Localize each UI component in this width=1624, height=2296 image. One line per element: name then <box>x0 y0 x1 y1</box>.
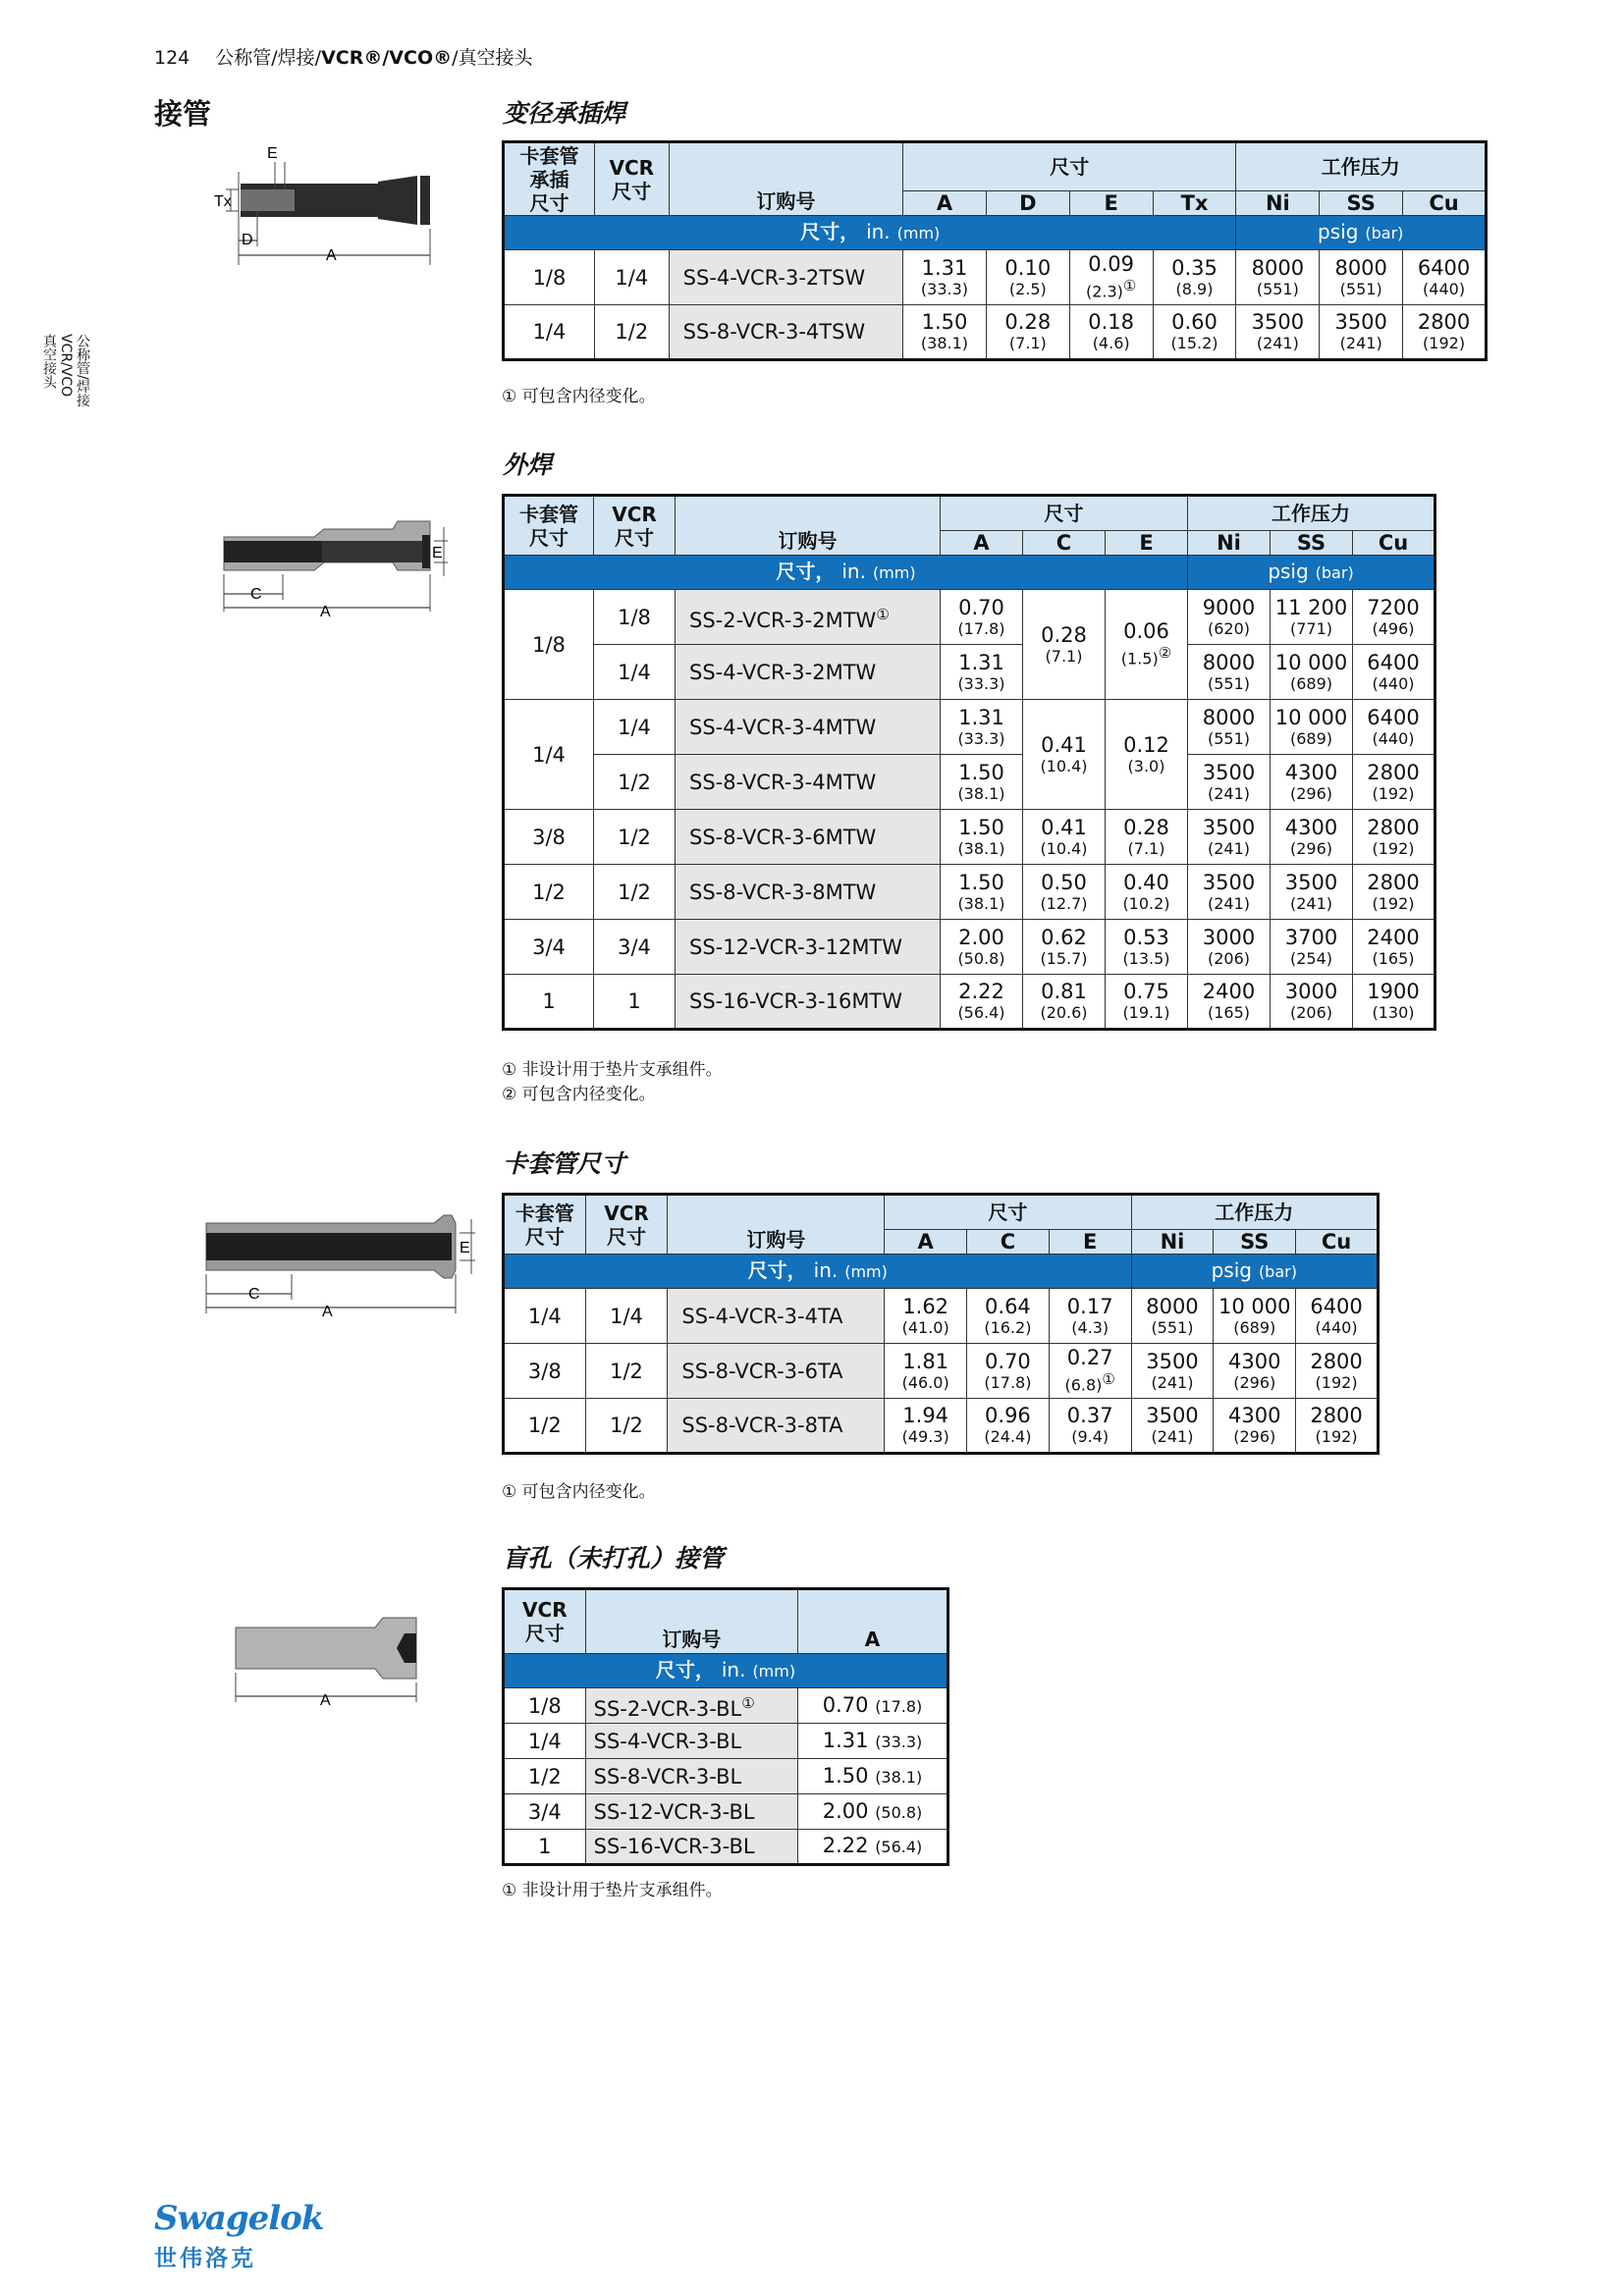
col-dimensions: 尺寸 <box>941 496 1188 531</box>
col-dimensions: 尺寸 <box>885 1195 1131 1230</box>
part-number: SS-8-VCR-3-4TSW <box>669 305 902 360</box>
footnote: ① 非设计用于垫片支承组件。 <box>502 1060 723 1080</box>
table-row: 1/4 1/2 SS-8-VCR-3-4TSW 1.50 (38.1) 0.28 (7.1) 0.18 (4.6) 0.60 (15.2) 3500 (241) 3500 (241) 2800 (192) <box>504 305 1487 360</box>
col-vcr-size: VCR 尺寸 <box>594 142 669 216</box>
label-E: E <box>460 1240 470 1256</box>
table-row: 3/4 SS-12-VCR-3-BL 2.00 (50.8) <box>504 1794 948 1830</box>
reducing-socket-weld-figure <box>206 142 452 265</box>
col-tube-size: 卡套管 尺寸 <box>504 1195 586 1255</box>
table-row: 1/4 SS-4-VCR-3-2MTW 1.31 (33.3) 8000 (551) 10 000 (689) 6400 (440) <box>504 645 1435 700</box>
label-D: D <box>242 232 253 248</box>
logo-english: Swagelok <box>154 2199 324 2238</box>
col-vcr-size: VCR 尺寸 <box>585 1195 668 1255</box>
part-number: SS-4-VCR-3-BL <box>585 1724 797 1759</box>
table-row: 1 SS-16-VCR-3-BL 2.22 (56.4) <box>504 1830 948 1865</box>
header-title-bold: VCR®/VCO® <box>321 47 453 69</box>
col-order-number: 订购号 <box>668 1195 885 1255</box>
col-Cu: Cu <box>1403 191 1487 216</box>
units-row: 尺寸， in. (mm) <box>504 1654 948 1688</box>
bore <box>322 541 430 562</box>
vertical-tab-line-2: VCR/VCO <box>58 334 74 398</box>
col-vcr-size: VCR 尺寸 <box>504 1589 586 1654</box>
units-row: 尺寸， in. (mm) <box>504 556 1188 590</box>
section-title-male-weld: 外焊 <box>503 451 553 479</box>
table-tube-od <box>502 1193 1380 1455</box>
col-C: C <box>967 1230 1050 1255</box>
logo-chinese: 世伟洛克 <box>154 2246 256 2271</box>
col-Ni: Ni <box>1188 531 1271 556</box>
label-E: E <box>432 545 443 561</box>
col-pressure: 工作压力 <box>1188 496 1435 531</box>
footnote: ① 非设计用于垫片支承组件。 <box>502 1881 723 1900</box>
table-row: 1/4 SS-4-VCR-3-BL 1.31 (33.3) <box>504 1724 948 1759</box>
part-number: SS-4-VCR-3-4MTW <box>676 700 941 755</box>
pressure-units: psig (bar) <box>1131 1255 1378 1289</box>
label-C: C <box>248 1286 260 1303</box>
label-C: C <box>250 586 262 603</box>
part-number: SS-4-VCR-3-2MTW <box>676 645 941 700</box>
part-number: SS-12-VCR-3-BL <box>585 1794 797 1830</box>
col-Ni: Ni <box>1236 191 1320 216</box>
table-row: 1/4 1/4 SS-4-VCR-3-4TA 1.62 (41.0) 0.64 (16.2) 0.17 (4.3) 8000 (551) 10 000 (689) 6400 (440) <box>504 1289 1379 1344</box>
table-row: 1/2 SS-8-VCR-3-BL 1.50 (38.1) <box>504 1759 948 1794</box>
table-row: 1/8 1/8 SS-2-VCR-3-2MTW① 0.70 (17.8) 0.28 (7.1) 0.06 (1.5)② 9000 (620) 11 200 (771) 7200 (496) <box>504 590 1435 645</box>
col-SS: SS <box>1214 1230 1296 1255</box>
col-Cu: Cu <box>1296 1230 1379 1255</box>
part-number: SS-8-VCR-3-8TA <box>668 1399 885 1454</box>
gland-line <box>417 176 420 225</box>
col-SS: SS <box>1320 191 1403 216</box>
table-row: 1/8 1/4 SS-4-VCR-3-2TSW 1.31 (33.3) 0.10 (2.5) 0.09 (2.3)① 0.35 (8.9) 8000 (551) 8000 (551) 6400 (440) <box>504 250 1487 305</box>
table-row: 3/8 1/2 SS-8-VCR-3-6TA 1.81 (46.0) 0.70 (17.8) 0.27 (6.8)① 3500 (241) 4300 (296) 2800 (192) <box>504 1344 1379 1399</box>
header-title-pre: 公称管/焊接/ <box>215 47 322 69</box>
col-vcr-size: VCR 尺寸 <box>594 496 676 556</box>
table-blind <box>502 1587 949 1866</box>
table-row: 1/2 SS-8-VCR-3-4MTW 1.50 (38.1) 3500 (241) 4300 (296) 2800 (192) <box>504 755 1435 810</box>
male-tube-weld-figure <box>216 506 461 623</box>
label-Tx: Tx <box>214 193 232 210</box>
table-row: 1/8 SS-2-VCR-3-BL① 0.70 (17.8) <box>504 1688 948 1724</box>
col-tube-size: 卡套管 尺寸 <box>504 496 594 556</box>
col-Ni: Ni <box>1131 1230 1214 1255</box>
table-male-weld <box>502 494 1436 1031</box>
blind-gland-figure <box>228 1610 434 1708</box>
col-C: C <box>1023 531 1106 556</box>
units-row: 尺寸， in. (mm) <box>504 216 1236 250</box>
page-number: 124 <box>154 47 190 69</box>
label-A: A <box>320 1692 331 1708</box>
part-number: SS-16-VCR-3-16MTW <box>676 975 941 1030</box>
col-E: E <box>1049 1230 1131 1255</box>
tube-butt-weld-figure <box>198 1205 483 1323</box>
col-SS: SS <box>1271 531 1353 556</box>
vertical-tab-line-1: 公称管/焊接 <box>75 334 90 407</box>
part-number: SS-2-VCR-3-BL① <box>585 1688 797 1724</box>
table-row: 1/2 1/2 SS-8-VCR-3-8TA 1.94 (49.3) 0.96 (24.4) 0.37 (9.4) 3500 (241) 4300 (296) 2800 (192) <box>504 1399 1379 1454</box>
part-number: SS-8-VCR-3-8MTW <box>676 865 941 920</box>
table-row: 1 1 SS-16-VCR-3-16MTW 2.22 (56.4) 0.81 (20.6) 0.75 (19.1) 2400 (165) 3000 (206) 1900 (130) <box>504 975 1435 1030</box>
section-title-reducing-socket-weld: 变径承插焊 <box>503 99 626 128</box>
label-E: E <box>267 145 278 162</box>
table-row: 3/8 1/2 SS-8-VCR-3-6MTW 1.50 (38.1) 0.41 (10.4) 0.28 (7.1) 3500 (241) 4300 (296) 2800 (192) <box>504 810 1435 865</box>
col-order-number: 订购号 <box>585 1589 797 1654</box>
label-A: A <box>326 247 337 264</box>
col-A: A <box>903 191 987 216</box>
fitting-body <box>236 1618 416 1679</box>
header-title-post: /真空接头 <box>452 47 533 69</box>
vertical-section-tab <box>29 334 90 407</box>
socket-bore <box>241 189 295 211</box>
col-A: A <box>941 531 1023 556</box>
part-number: SS-8-VCR-3-4MTW <box>676 755 941 810</box>
section-title-blind: 盲孔（未打孔）接管 <box>503 1544 725 1573</box>
part-number: SS-8-VCR-3-6TA <box>668 1344 885 1399</box>
part-number: SS-16-VCR-3-BL <box>585 1830 797 1865</box>
table-row: 1/2 1/2 SS-8-VCR-3-8MTW 1.50 (38.1) 0.50 (12.7) 0.40 (10.2) 3500 (241) 3500 (241) 2800 (192) <box>504 865 1435 920</box>
part-number: SS-4-VCR-3-4TA <box>668 1289 885 1344</box>
part-number: SS-8-VCR-3-BL <box>585 1759 797 1794</box>
footnote: ① 可包含内径变化。 <box>502 387 656 406</box>
part-number: SS-12-VCR-3-12MTW <box>676 920 941 975</box>
label-A: A <box>322 1304 333 1320</box>
col-socket-size: 卡套管 承插 尺寸 <box>504 142 595 216</box>
section-title-tube-od: 卡套管尺寸 <box>503 1149 626 1178</box>
side-title: 接管 <box>154 97 212 131</box>
col-A: A <box>798 1589 948 1654</box>
units-row: 尺寸， in. (mm) <box>504 1255 1132 1289</box>
footnote: ① 可包含内径变化。 <box>502 1482 656 1502</box>
part-number: SS-8-VCR-3-6MTW <box>676 810 941 865</box>
col-order-number: 订购号 <box>669 142 902 216</box>
col-E: E <box>1069 191 1153 216</box>
label-A: A <box>320 604 331 620</box>
pressure-units: psig (bar) <box>1188 556 1435 590</box>
gland-face <box>422 535 430 568</box>
col-dimensions: 尺寸 <box>903 142 1236 191</box>
swagelok-logo <box>154 2199 323 2272</box>
part-number: SS-2-VCR-3-2MTW① <box>676 590 941 645</box>
pressure-units: psig (bar) <box>1236 216 1487 250</box>
col-A: A <box>885 1230 967 1255</box>
tube-end <box>224 541 322 562</box>
part-number: SS-4-VCR-3-2TSW <box>669 250 902 305</box>
col-pressure: 工作压力 <box>1236 142 1487 191</box>
col-Tx: Tx <box>1153 191 1236 216</box>
bore <box>206 1233 452 1260</box>
col-order-number: 订购号 <box>676 496 941 556</box>
page-header <box>154 43 533 70</box>
vertical-tab-line-3: 真空接头 <box>41 334 57 389</box>
vcr-end <box>378 176 430 225</box>
table-row: 1/4 1/4 SS-4-VCR-3-4MTW 1.31 (33.3) 0.41 (10.4) 0.12 (3.0) 8000 (551) 10 000 (689) 6400 (440) <box>504 700 1435 755</box>
table-row: 3/4 3/4 SS-12-VCR-3-12MTW 2.00 (50.8) 0.62 (15.7) 0.53 (13.5) 3000 (206) 3700 (254) 2400 (165) <box>504 920 1435 975</box>
footnote: ② 可包含内径变化。 <box>502 1085 656 1104</box>
col-pressure: 工作压力 <box>1131 1195 1378 1230</box>
col-D: D <box>986 191 1069 216</box>
col-Cu: Cu <box>1353 531 1435 556</box>
col-E: E <box>1106 531 1188 556</box>
table-reducing-socket-weld <box>502 140 1488 361</box>
